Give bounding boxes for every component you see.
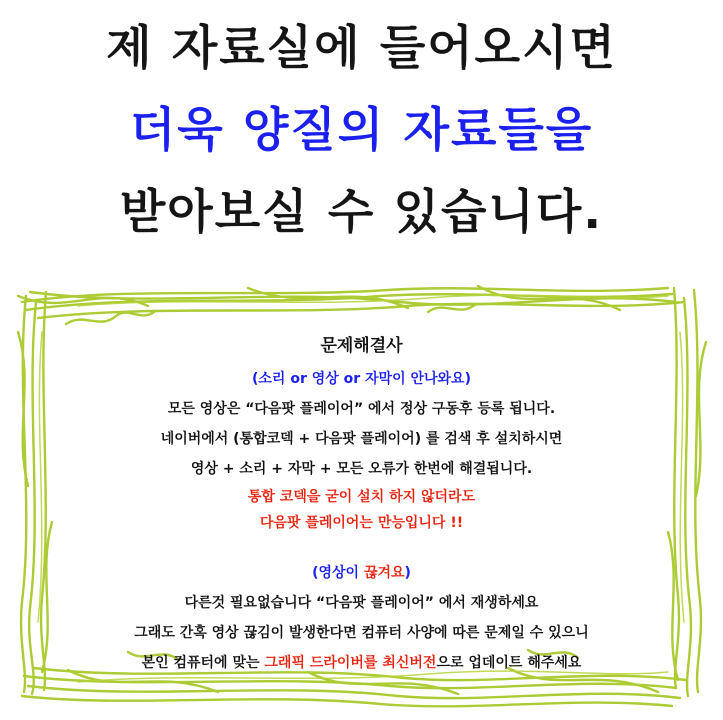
section2-heading-tail: ) [404, 565, 411, 581]
section2-heading [40, 558, 683, 588]
section1-line-2: 네이버에서 (통합코덱 + 다음팟 플레이어) 를 검색 후 설치하시면 [160, 431, 563, 447]
section2-heading-pre: (영상이 [312, 565, 364, 581]
section2-last-red: 그래픽 드라이버를 최신버전 [264, 655, 437, 671]
section1-line-1: 모든 영상은 “다음팟 플레이어” 에서 정상 구동후 등록 됩니다. [167, 401, 556, 417]
section2-last-line [40, 648, 683, 678]
section2-last-tail: 으로 업데이트 해주세요 [436, 655, 582, 671]
section1-warning-1: 통합 코덱을 굳이 설치 하지 않더라도 [247, 489, 476, 505]
section1-heading: (소리 or 영상 or 자막이 안나와요) [252, 371, 471, 387]
headline-line-2: 더욱 양질의 자료들을 [129, 103, 594, 158]
section1-warning-2: 다음팟 플레이어는 만능입니다 !! [259, 515, 464, 531]
content-panel [40, 330, 683, 678]
headline-line-1: 제 자료실에 들어오시면 [106, 21, 617, 76]
section-spacer [40, 536, 683, 558]
headline-line-3: 받아보실 수 있습니다. [119, 185, 604, 240]
section1-line-3: 영상 + 소리 + 자막 + 모든 오류가 한번에 해결됩니다. [190, 461, 533, 477]
section2-heading-red: 끊겨요 [363, 565, 405, 581]
section2-last-pre: 본인 컴퓨터에 맞는 [141, 655, 265, 671]
headline-block [0, 8, 723, 254]
section2-line-2: 그래도 간혹 영상 끊김이 발생한다면 컴퓨터 사양에 따른 문제일 수 있으니 [134, 625, 589, 641]
section2-line-1: 다른것 필요없습니다 “다음팟 플레이어” 에서 재생하세요 [184, 595, 539, 611]
panel-title: 문제해결사 [320, 336, 403, 356]
